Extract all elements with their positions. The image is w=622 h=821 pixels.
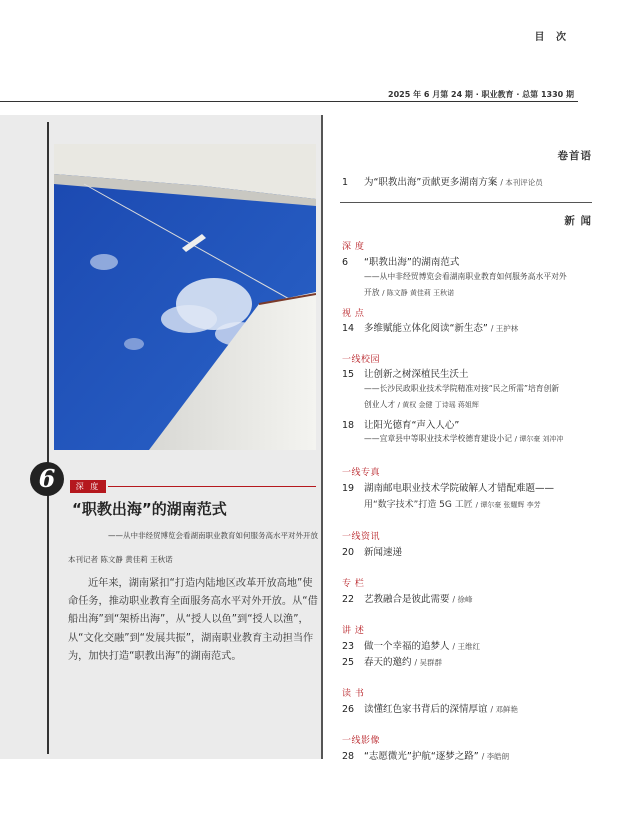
contents-title: 目 次: [534, 32, 570, 43]
entry-title: 为“职教出海”贡献更多湖南方案: [364, 177, 498, 188]
entry-author: / 王维红: [452, 642, 480, 651]
toc-entry[interactable]: [342, 748, 509, 762]
feature-authors: 本刊记者 陈文静 黄佳莉 王秋诺: [68, 555, 173, 564]
entry-title: 让创新之树深植民生沃土: [364, 369, 469, 380]
page-number: 23: [342, 641, 355, 652]
entry-author: / 徐峰: [452, 595, 473, 604]
entry-title: 读懂红色家书背后的深情厚谊: [364, 704, 488, 715]
entry-author: / 李皓朗: [481, 752, 510, 761]
page-number: 26: [342, 704, 355, 715]
category-info: 一线资讯: [342, 532, 381, 542]
toc-entry[interactable]: [342, 654, 442, 668]
page-number: 20: [342, 547, 355, 558]
entry-title: 新闻速递: [364, 547, 403, 558]
category-reading: 读 书: [342, 689, 365, 699]
entry-title: “志愿微光”护航“逐梦之路”: [364, 751, 479, 762]
page-number: 28: [342, 751, 355, 762]
feature-title[interactable]: “职教出海”的湖南范式: [72, 500, 227, 518]
entry-author: / 王护林: [490, 324, 519, 333]
category-narrate: 讲 述: [342, 626, 365, 636]
toc-entry[interactable]: [342, 254, 459, 268]
issue-line: 2025 年 6 月第 24 期 · 职业教育 · 总第 1330 期: [388, 90, 574, 99]
page-number: 6: [342, 257, 349, 268]
page-number: 14: [342, 323, 355, 334]
entry-author: / 谭尔豪 刘冲冲: [514, 435, 564, 443]
page-number: 22: [342, 594, 355, 605]
entry-author: / 谭尔豪 张耀辉 李芳: [475, 501, 541, 509]
category-column: 专 栏: [342, 579, 365, 589]
toc-entry[interactable]: [342, 591, 472, 605]
toc-entry[interactable]: [342, 366, 469, 380]
feature-page-number-badge: 6: [30, 462, 64, 496]
entry-subtitle-cont: 开放 / 陈文静 黄佳莉 王秋诺: [364, 288, 455, 297]
news-heading: 新 闻: [564, 215, 592, 227]
toc-entry[interactable]: [342, 417, 459, 431]
toc-entry[interactable]: [342, 174, 543, 188]
entry-subtitle-cont: 创业人才 / 黄权 金健 丁诗瑶 蒋姐辉: [364, 400, 479, 409]
category-depth: 深 度: [342, 242, 365, 252]
entry-author: / 本刊评论员: [500, 178, 543, 187]
entry-title: 多维赋能立体化阅读“新生态”: [364, 323, 488, 334]
entry-title: 湖南邮电职业技术学院破解人才错配难题——: [364, 483, 555, 494]
feature-side-rule: [47, 122, 49, 754]
entry-subtitle: ——长沙民政职业技术学院精准对接“民之所需”培育创新: [364, 384, 560, 393]
toc-entry[interactable]: [342, 638, 480, 652]
page-number: 18: [342, 420, 355, 431]
entry-title: “职教出海”的湖南范式: [364, 257, 460, 268]
divider: [340, 202, 592, 203]
entry-title: 做一个幸福的追梦人: [364, 641, 450, 652]
entry-title: 春天的邀约: [364, 657, 412, 668]
feature-section-rule: [108, 486, 316, 487]
entry-title: 让阳光德育“声入人心”: [364, 420, 460, 431]
feature-body: 近年来，湖南紧扣“打造内陆地区改革开放高地”使命任务，推动职业教育全面服务高水平对外开放。从“借船出海”到“架桥出海”，从“授人以鱼”到“授人以渔”，从“文化交融”到“发展共振”，湖南职业教育主动担当作为，加快打造“职教出海”的湖南范式。: [68, 578, 318, 662]
cover-photo-sail: [54, 144, 316, 450]
column-divider: [321, 115, 323, 759]
entry-subtitle: ——从中非经贸博览会看湖南职业教育如何服务高水平对外: [364, 272, 567, 281]
page-number: 1: [342, 177, 349, 188]
toc-entry[interactable]: [342, 701, 518, 715]
page-number: 25: [342, 657, 355, 668]
page-number: 19: [342, 483, 355, 494]
entry-subtitle: 用“数字技术”打造 5G 工匠 / 谭尔豪 张耀辉 李芳: [364, 500, 541, 510]
entry-author: / 黄权 金健 丁诗瑶 蒋姐辉: [397, 401, 479, 409]
feature-section-label: 深 度: [70, 480, 106, 493]
toc-entry[interactable]: [342, 320, 518, 334]
entry-author: / 陈文静 黄佳莉 王秋诺: [382, 289, 455, 297]
header-rule: [0, 101, 578, 102]
category-special: 一线专真: [342, 468, 381, 478]
toc-entry[interactable]: [342, 544, 402, 558]
feature-subtitle: ——从中非经贸博览会看湖南职业教育如何服务高水平对外开放: [108, 531, 318, 540]
entry-subtitle: ——宜章县中等职业技术学校德育建设小记 / 谭尔豪 刘冲冲: [364, 434, 564, 443]
page-number: 15: [342, 369, 355, 380]
category-viewpoint: 视 点: [342, 309, 365, 319]
preface-heading: 卷首语: [557, 150, 592, 162]
category-image: 一线影像: [342, 736, 381, 746]
entry-title: 艺教融合是彼此需要: [364, 594, 450, 605]
entry-author: / 邓鲜艳: [490, 705, 518, 714]
entry-author: / 吴群群: [414, 658, 442, 667]
category-campus: 一线校园: [342, 355, 381, 365]
toc-entry[interactable]: [342, 480, 554, 494]
